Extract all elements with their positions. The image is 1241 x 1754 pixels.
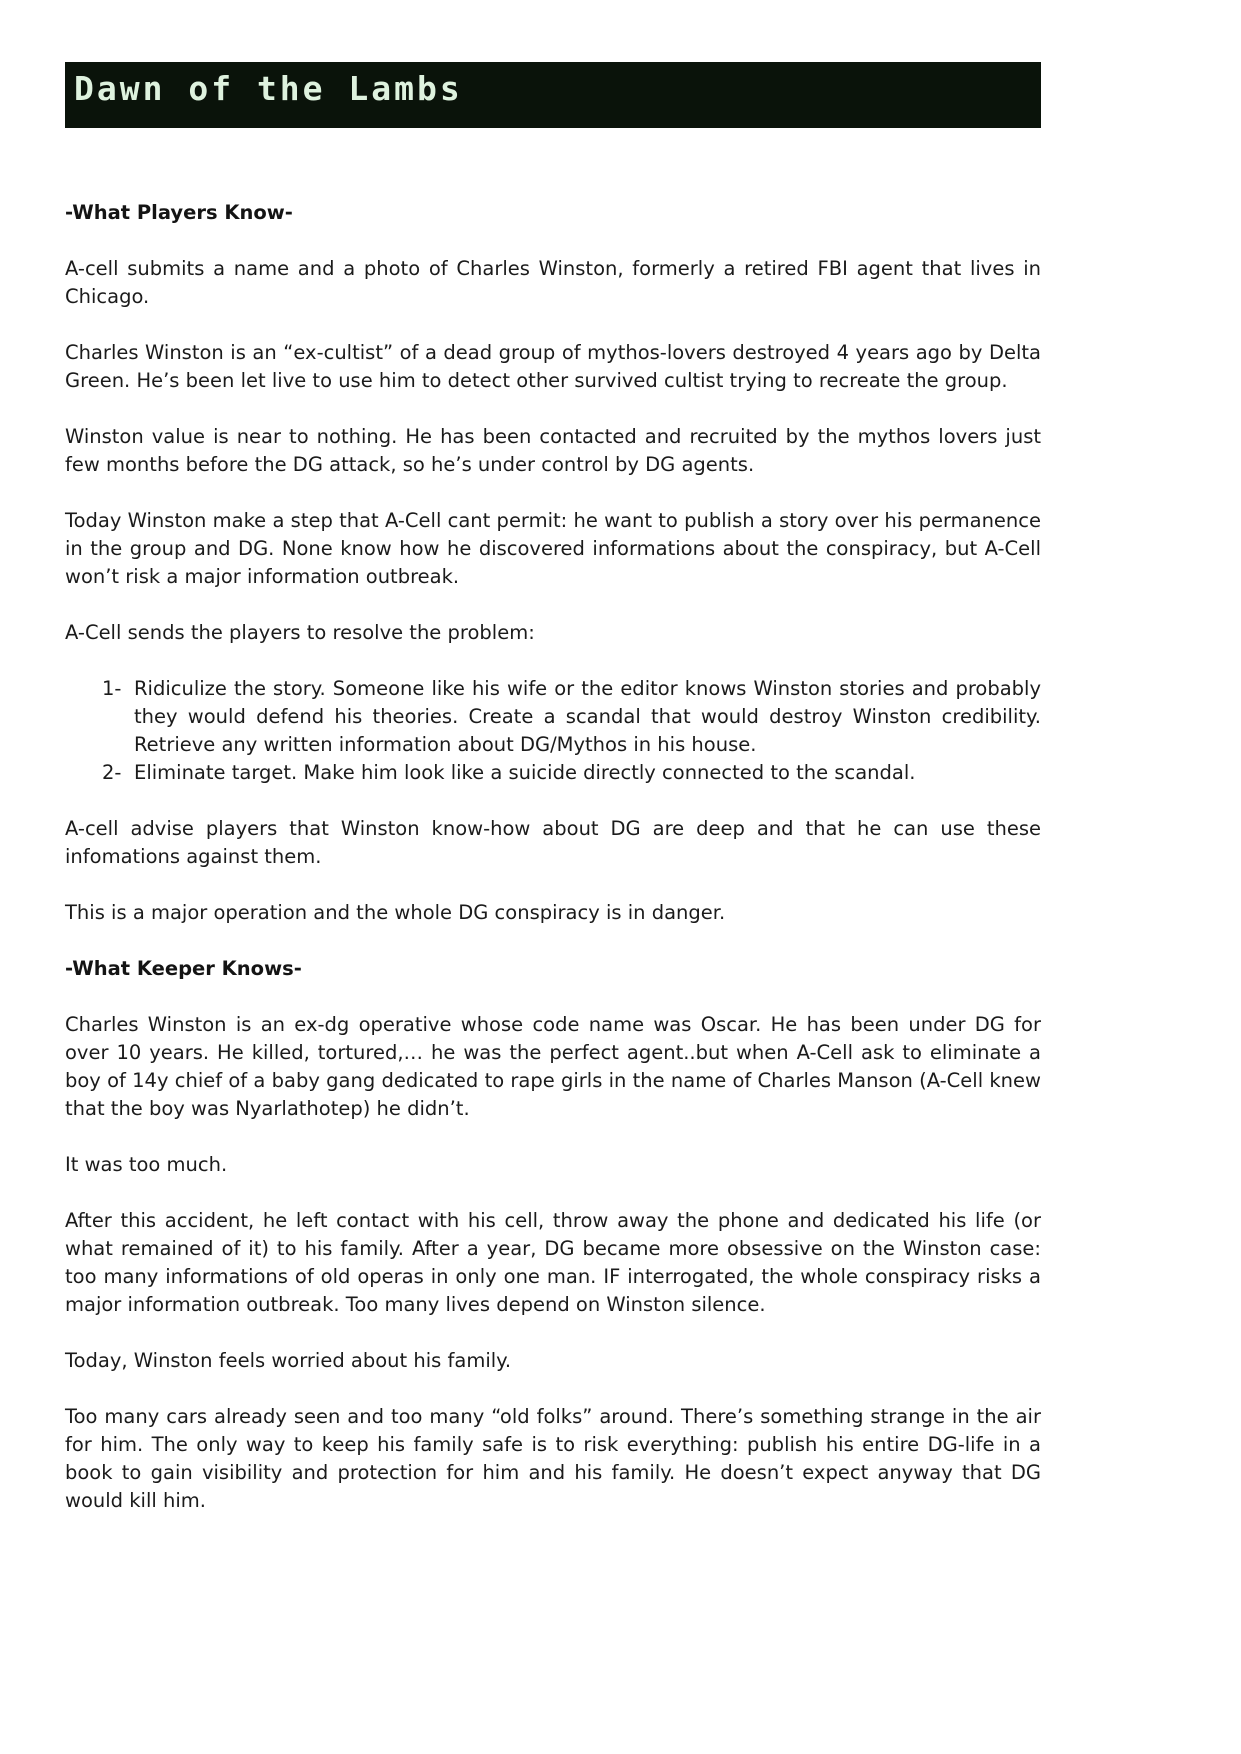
paragraph: A-cell submits a name and a photo of Charles Winston, formerly a retired FBI agent that lives in Chicago. bbox=[65, 257, 1041, 308]
numbered-list bbox=[65, 675, 1041, 787]
document-page bbox=[65, 0, 1041, 1515]
paragraph: Charles Winston is an “ex-cultist” of a dead group of mythos-lovers destroyed 4 years ago by Delta Green. He’s been let live to use him to detect other survived cultist trying to recreate the group. bbox=[65, 341, 1041, 392]
list-item-marker: 2- bbox=[102, 761, 122, 784]
list-item bbox=[102, 675, 1041, 759]
paragraph: A-cell advise players that Winston know-how about DG are deep and that he can use these infomations against them. bbox=[65, 817, 1041, 868]
paragraph: Today Winston make a step that A-Cell cant permit: he want to publish a story over his permanence in the group and DG. None know how he discovered informations about the conspiracy, but A-Cell won’t risk a major information outbreak. bbox=[65, 509, 1041, 588]
paragraph: A-Cell sends the players to resolve the problem: bbox=[65, 621, 535, 644]
section-heading-keeper: -What Keeper Knows- bbox=[65, 957, 302, 980]
section-what-players-know bbox=[65, 199, 1041, 927]
document-title: Dawn of the Lambs bbox=[74, 69, 463, 108]
paragraph: Too many cars already seen and too many “old folks” around. There’s something strange in the air for him. The only way to keep his family safe is to risk everything: publish his entire DG-life in a book to gain visibility and protection for him and his family. He doesn’t expect anyway that DG would kill him. bbox=[65, 1405, 1041, 1512]
section-heading-players: -What Players Know- bbox=[65, 201, 293, 224]
paragraph: After this accident, he left contact with his cell, throw away the phone and dedicated his life (or what remained of it) to his family. After a year, DG became more obsessive on the Winston case: too many informations of old operas in only one man. IF interrogated, the whole conspiracy risks a major information outbreak. Too many lives depend on Winston silence. bbox=[65, 1209, 1041, 1316]
list-item-text: Eliminate target. Make him look like a suicide directly connected to the scandal. bbox=[134, 761, 916, 784]
paragraph: Winston value is near to nothing. He has been contacted and recruited by the mythos lovers just few months before the DG attack, so he’s under control by DG agents. bbox=[65, 425, 1041, 476]
title-banner bbox=[65, 62, 1041, 128]
section-what-keeper-knows bbox=[65, 955, 1041, 1515]
list-item-marker: 1- bbox=[102, 677, 122, 700]
paragraph: This is a major operation and the whole DG conspiracy is in danger. bbox=[65, 901, 726, 924]
paragraph: Today, Winston feels worried about his family. bbox=[65, 1349, 512, 1372]
list-item bbox=[102, 759, 1041, 787]
list-item-text: Ridiculize the story. Someone like his wife or the editor knows Winston stories and probably they would defend his theories. Create a scandal that would destroy Winston credibility. Retrieve any written information about DG/Mythos in his house. bbox=[134, 677, 1041, 756]
paragraph: Charles Winston is an ex-dg operative whose code name was Oscar. He has been under DG for over 10 years. He killed, tortured,… he was the perfect agent..but when A-Cell ask to eliminate a boy of 14y chief of a baby gang dedicated to rape girls in the name of Charles Manson (A-Cell knew that the boy was Nyarlathotep) he didn’t. bbox=[65, 1013, 1041, 1120]
paragraph: It was too much. bbox=[65, 1153, 228, 1176]
